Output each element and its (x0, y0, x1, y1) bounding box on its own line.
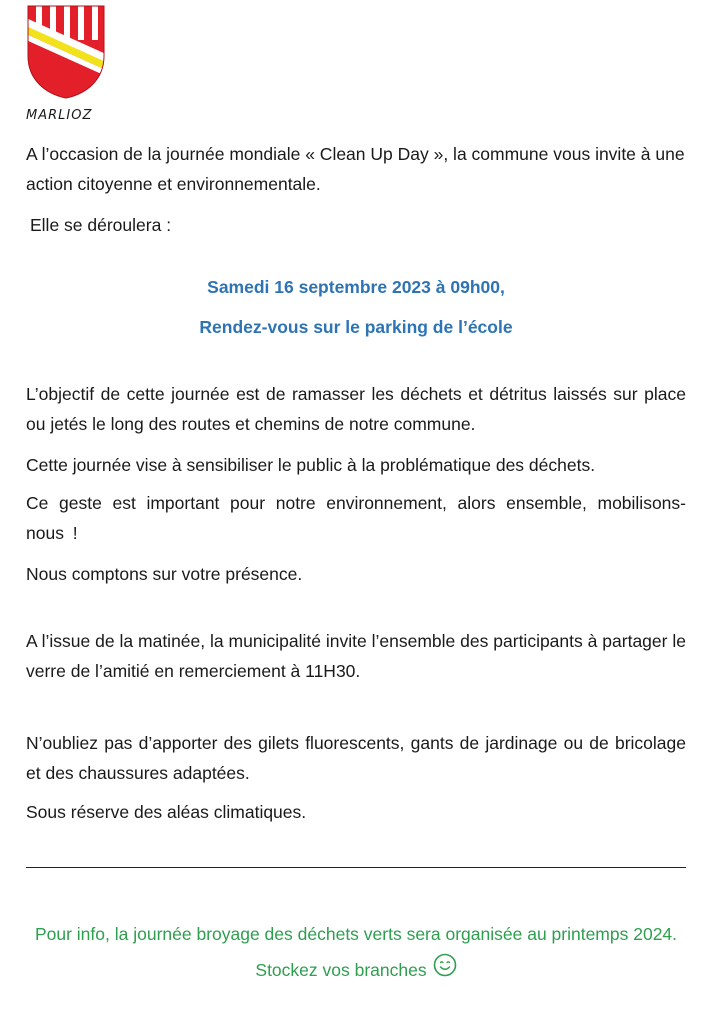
presence-paragraph: Nous comptons sur votre présence. (26, 564, 303, 584)
marlioz-coat-of-arms-logo (26, 4, 106, 100)
event-date: Samedi 16 septembre 2023 à 09h00, (207, 277, 505, 297)
weather-note: Sous réserve des aléas climatiques. (26, 802, 307, 822)
footer-info (26, 916, 686, 989)
mobilize-paragraph: Ce geste est important pour notre environnement, alors ensemble, mobilisons-nous ! (26, 493, 686, 543)
meeting-point: Rendez-vous sur le parking de l’école (199, 317, 513, 337)
intro-paragraph: A l’occasion de la journée mondiale « Clean Up Day », la commune vous invite à une action citoyenne et environnementale. (26, 144, 685, 194)
objective-paragraph: L’objectif de cette journée est de ramasser les déchets et détritus laissés sur place ou jetés le long des routes et chemins de notre commune. (26, 384, 686, 434)
smiley-icon (433, 953, 457, 989)
schedule-lead: Elle se déroulera : (30, 215, 172, 235)
reception-paragraph: A l’issue de la matinée, la municipalité invite l’ensemble des participants à partager le verre de l’amitié en remerciement à 11H30. (26, 631, 686, 681)
footer-info-text: Pour info, la journée broyage des déchets verts sera organisée au printemps 2024. Stockez vos branches (34, 924, 678, 980)
awareness-paragraph: Cette journée vise à sensibiliser le public à la problématique des déchets. (26, 455, 596, 475)
separator-line (26, 867, 686, 868)
town-name: MARLIOZ (26, 108, 93, 123)
equipment-paragraph: N’oubliez pas d’apporter des gilets fluorescents, gants de jardinage ou de bricolage et des chaussures adaptées. (26, 733, 686, 783)
